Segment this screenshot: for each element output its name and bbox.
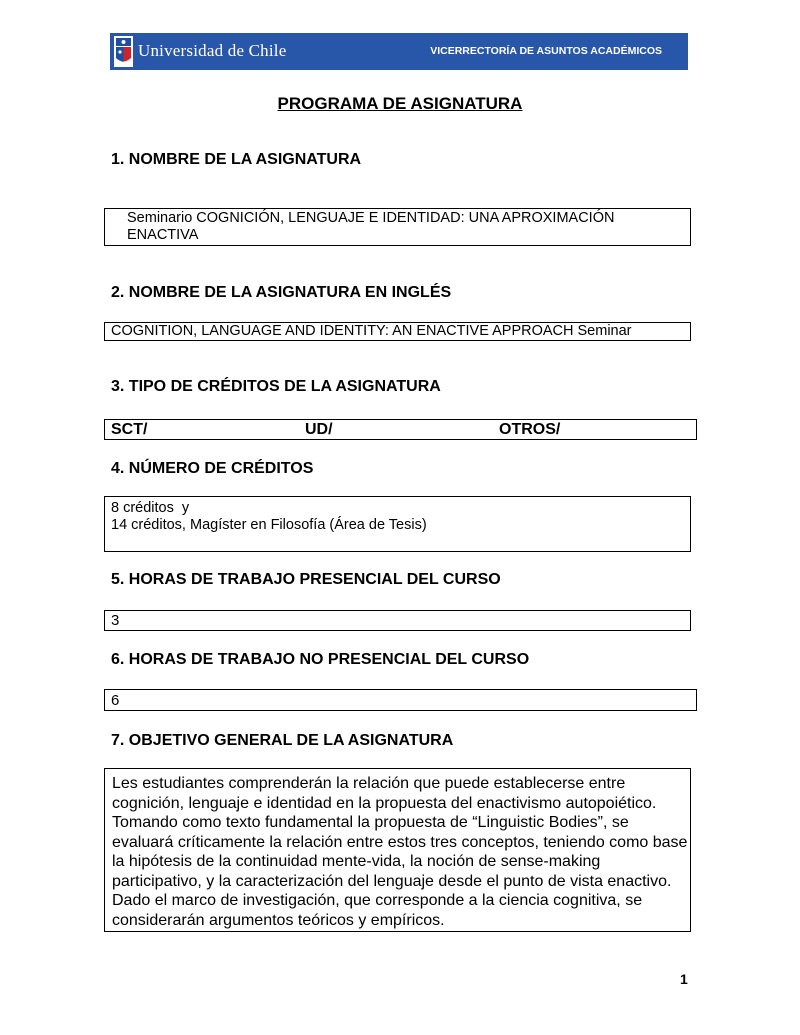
course-name-english-box	[104, 322, 691, 341]
credits-number-box	[104, 496, 691, 552]
credit-type-ud: UD/	[305, 421, 333, 438]
course-name-english: COGNITION, LANGUAGE AND IDENTITY: AN ENACTIVE APPROACH Seminar	[111, 323, 632, 339]
general-objective: Les estudiantes comprenderán la relación que puede establecerse entre cognición, lenguaje e identidad en la propuesta del enactivismo autopoiético. Tomando como texto fundamental la propuesta de “Linguistic Bodies”, se evaluará críticamente la relación entre estos tres conceptos, teniendo como base la hipótesis de la continuidad mente-vida, la noción de sense-making participativo, y la caracterización del lenguaje desde el punto de vista enactivo. Dado el marco de investigación, que corresponde a la ciencia cognitiva, se considerarán argumentos teóricos y empíricos.	[112, 775, 688, 929]
page-number: 1	[680, 971, 688, 987]
section-1-heading: 1. NOMBRE DE LA ASIGNATURA	[111, 151, 362, 168]
general-objective-box	[104, 768, 691, 932]
presential-hours-box	[104, 610, 691, 631]
university-name: Universidad de Chile	[138, 41, 287, 60]
credit-type-box	[104, 419, 697, 440]
section-4-heading: 4. NÚMERO DE CRÉDITOS	[111, 460, 314, 477]
presential-hours: 3	[111, 612, 120, 629]
university-crest-icon	[114, 36, 133, 67]
course-name-box	[104, 208, 691, 246]
credits-line-1: 8 créditos y	[111, 500, 190, 516]
credit-type-otros: OTROS/	[499, 421, 561, 438]
credit-type-sct: SCT/	[111, 421, 148, 438]
document-title: PROGRAMA DE ASIGNATURA	[277, 94, 523, 113]
section-7-heading: 7. OBJETIVO GENERAL DE LA ASIGNATURA	[111, 732, 454, 749]
course-name: Seminario COGNICIÓN, LENGUAJE E IDENTIDAD: UNA APROXIMACIÓN ENACTIVA	[127, 210, 615, 243]
section-2-heading: 2. NOMBRE DE LA ASIGNATURA EN INGLÉS	[111, 284, 452, 301]
non-presential-hours: 6	[111, 692, 120, 709]
non-presential-hours-box	[104, 689, 697, 711]
header-banner	[110, 33, 688, 70]
section-6-heading: 6. HORAS DE TRABAJO NO PRESENCIAL DEL CURSO	[111, 651, 530, 668]
credits-number	[111, 500, 427, 534]
section-5-heading: 5. HORAS DE TRABAJO PRESENCIAL DEL CURSO	[111, 571, 501, 588]
credits-line-2: 14 créditos, Magíster en Filosofía (Área de Tesis)	[111, 517, 427, 533]
section-3-heading: 3. TIPO DE CRÉDITOS DE LA ASIGNATURA	[111, 378, 441, 395]
department-name: VICERRECTORÍA DE ASUNTOS ACADÉMICOS	[430, 45, 662, 57]
